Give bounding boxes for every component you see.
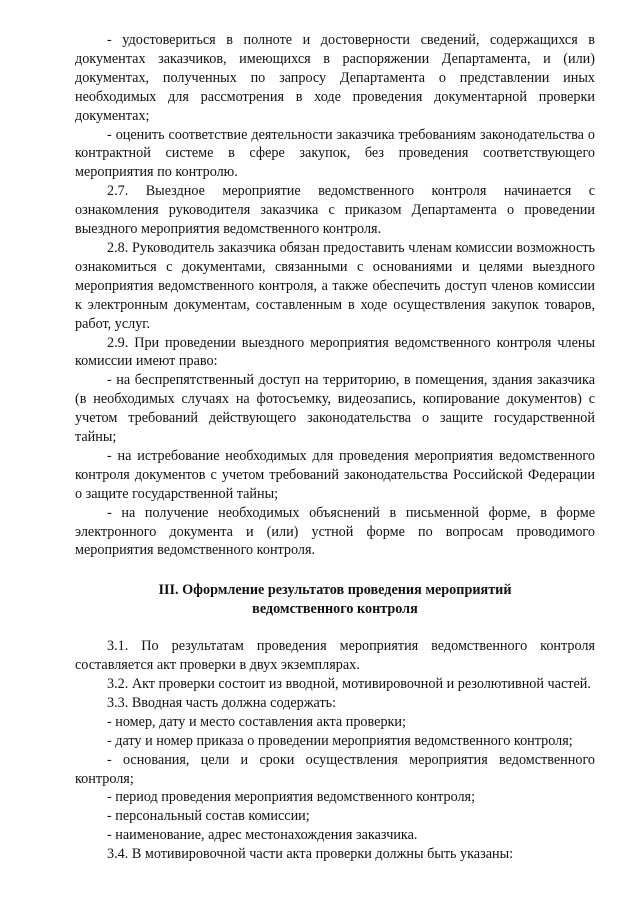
paragraph-right-request-docs: - на истребование необходимых для проведения мероприятия ведомственного контроля документов с учетом требований законодательства Российской Федерации о защите государственной тайны; (75, 447, 595, 502)
paragraph-3-1: 3.1. По результатам проведения мероприятия ведомственного контроля составляется акт проверки в двух экземплярах. (75, 638, 595, 674)
paragraph-3-3: 3.3. Вводная часть должна содержать: (107, 694, 337, 711)
list-item-order-date: - дату и номер приказа о проведении мероприятия ведомственного контроля; (107, 732, 573, 749)
paragraph-2-7: 2.7. Выездное мероприятие ведомственного контроля начинается с ознакомления руководителя заказчика с приказом Департамента о проведении выездного мероприятия ведомственного контроля. (75, 183, 595, 238)
list-item-grounds-goals: - основания, цели и сроки осуществления мероприятия ведомственного контроля; (75, 751, 595, 787)
list-item-period: - период проведения мероприятия ведомственного контроля; (107, 789, 476, 806)
paragraph-2-9: 2.9. При проведении выездного мероприятия ведомственного контроля члены комиссии имеют право: (75, 334, 595, 370)
document-page (75, 31, 595, 864)
list-item-customer-address: - наименование, адрес местонахождения заказчика. (107, 827, 418, 844)
paragraph-right-explanations: - на получение необходимых объяснений в письменной форме, в форме электронного документа и (или) устной форме по вопросам проводимого мероприятия ведомственного контроля. (75, 504, 595, 559)
section-heading-line-2: ведомственного контроля (252, 601, 418, 618)
list-item-act-number: - номер, дату и место составления акта проверки; (107, 713, 406, 730)
section-heading (75, 581, 595, 619)
paragraph-assess-compliance: - оценить соответствие деятельности заказчика требованиям законодательства о контрактной системе в сфере закупок, без проведения соответствующего мероприятия по контролю. (75, 126, 595, 181)
paragraph-right-access: - на беспрепятственный доступ на территорию, в помещения, здания заказчика (в необходимых случаях на фотосъемку, видеозапись, копирование документов) с учетом требований действующего законодательства о защите государственной тайны; (75, 372, 595, 446)
paragraph-verify-completeness: - удостовериться в полноте и достоверности сведений, содержащихся в документах заказчиков, имеющихся в распоряжении Департамента, и (или) документах, полученных по запросу Департамента о представлении иных необходимых для рассмотрения в ходе проведения документарной проверки документах; (75, 32, 595, 124)
paragraph-3-4: 3.4. В мотивировочной части акта проверки должны быть указаны: (107, 846, 514, 863)
list-item-commission: - персональный состав комиссии; (107, 808, 310, 825)
paragraph-3-2: 3.2. Акт проверки состоит из вводной, мотивировочной и резолютивной частей. (107, 676, 591, 692)
section-heading-line-1: III. Оформление результатов проведения мероприятий (158, 582, 512, 599)
paragraph-2-8: 2.8. Руководитель заказчика обязан предоставить членам комиссии возможность ознакомиться с документами, связанными с основаниями и целями выездного мероприятия ведомственного контроля, а также обеспечить доступ членов комиссии к электронным документам, составленным в ходе осуществления закупок товаров, работ, услуг. (75, 239, 595, 332)
